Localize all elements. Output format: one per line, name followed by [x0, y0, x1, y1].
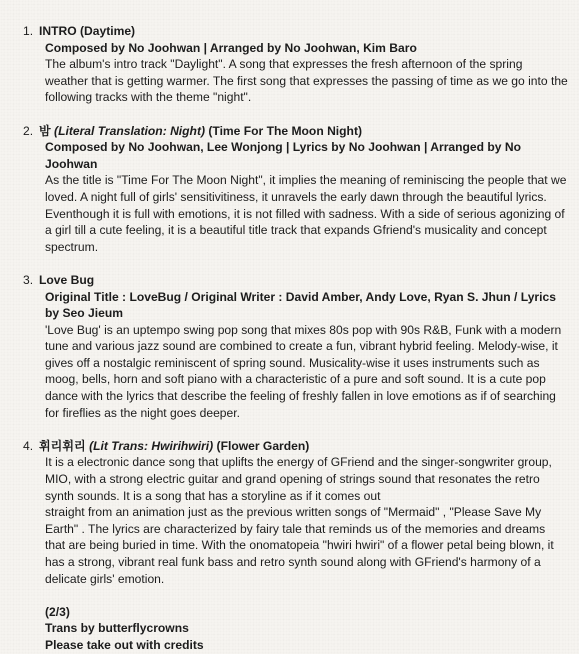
track-description: The album's intro track "Daylight". A song that expresses the fresh afternoon of the spring weather that is getting warmer. The first song that expresses the passing of time as we go into the following tracks with the theme "night".	[45, 57, 568, 105]
track-title-english: (Time For The Moon Night)	[205, 123, 362, 138]
track-title-main: 휘리휘리	[39, 438, 90, 453]
track-description: 'Love Bug' is an uptempo swing pop song that mixes 80s pop with 90s R&B, Funk with a modern tune and various jazz sound are combined to create a fun, vibrant hybrid feeling. Melody-wise, it gives off a nostalgic reminiscent of spring sound. Musicality-wise it uses instruments such as moog, bells, horn and soft piano with a characteristic of a pure and soft sound. It is a cute pop dance with the lyrics that describe the feeling of freshly fallen in love emotions as if of searching for fireflies as the night goes deeper.	[45, 322, 562, 420]
document	[23, 23, 568, 654]
track-title-main: INTRO (Daytime)	[39, 24, 136, 38]
track-credits: Composed by No Joohwan, Lee Wonjong | Lyrics by No Joohwan | Arranged by No Joohwan	[45, 140, 522, 171]
track-content	[39, 272, 568, 421]
track-number: 3.	[23, 272, 34, 287]
footer	[23, 604, 568, 654]
track-body	[39, 289, 568, 422]
track-body	[39, 454, 568, 587]
translator-credit: Trans by butterflycrowns	[45, 621, 189, 636]
track-number: 1.	[23, 24, 34, 38]
page-indicator: (2/3)	[45, 604, 70, 619]
track-title-translation: (Literal Translation: Night)	[54, 123, 206, 138]
track-body	[39, 139, 568, 255]
track-number: 4.	[23, 438, 34, 453]
track-title-translation: (Lit Trans: Hwirihwiri)	[89, 438, 214, 453]
track-description: As the title is "Time For The Moon Night", it implies the meaning of reminiscing the people that we loved. A night full of girls' sensitivitiness, it unravels the early dawn through the beautiful lyrics. Eventhough it is full with emotions, it is not filled with sadness. With a side of serious agonizing of a girl till a cute feeling, it is a beautiful title track that expands Gfriend's musicality and concept spectrum.	[45, 173, 567, 254]
track-content	[39, 23, 568, 106]
track-credits: Original Title : LoveBug / Original Writer : David Amber, Andy Love, Ryan S. Jhun / Lyrics by Seo Jieum	[45, 289, 556, 321]
track-credits: Composed by No Joohwan | Arranged by No Joohwan, Kim Baro	[45, 40, 417, 55]
track-title-main: 밤	[39, 123, 55, 138]
track-title	[39, 438, 568, 455]
track-item	[23, 272, 568, 421]
track-title	[39, 272, 568, 289]
track-title-main: Love Bug	[39, 272, 95, 287]
credit-note: Please take out with credits	[45, 637, 204, 652]
track-content	[39, 438, 568, 587]
track-description-paragraph: It is a electronic dance song that uplifts the energy of GFriend and the singer-songwriter group, MIO, with a strong electric guitar and grand opening of strings sound that resonates the retro synth sounds. It is a song that has a storyline as if it comes out	[45, 455, 552, 503]
track-description-paragraph: straight from an animation just as the previous written songs of "Mermaid" , "Please Save My Earth" . The lyrics are characterized by fairy tale that reminds us of the memories and dreams that are being buried in time. With the onomatopeia "hwiri hwiri" of a flower petal being blown, it has a strong, vibrant real funk bass and retro synth sound along with GFriend's harmony of a delicate girls' emotion.	[45, 505, 554, 586]
track-number: 2.	[23, 123, 34, 138]
track-title-english: (Flower Garden)	[213, 438, 310, 453]
track-description	[45, 454, 568, 587]
track-title	[39, 123, 568, 140]
track-body	[39, 40, 568, 106]
track-item	[23, 123, 568, 256]
track-item	[23, 23, 568, 106]
track-content	[39, 123, 568, 256]
track-item	[23, 438, 568, 587]
track-title	[39, 23, 568, 40]
